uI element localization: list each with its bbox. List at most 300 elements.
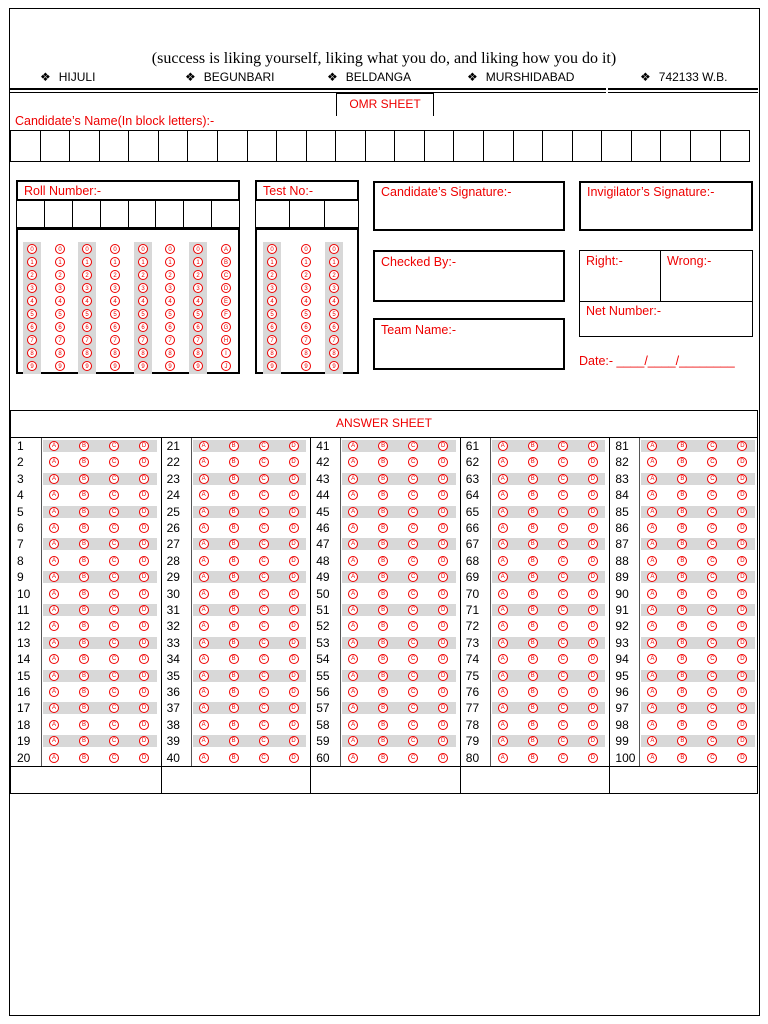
answer-bubble[interactable]: B — [677, 621, 687, 631]
answer-bubble[interactable]: B — [378, 671, 388, 681]
bubble[interactable]: 9 — [301, 361, 311, 371]
answer-bubble[interactable]: C — [259, 539, 269, 549]
answer-bubble[interactable]: C — [707, 671, 717, 681]
answer-bubble[interactable]: B — [79, 490, 89, 500]
answer-bubble[interactable]: C — [707, 507, 717, 517]
answer-bubble[interactable]: D — [737, 621, 747, 631]
answer-bubble[interactable]: B — [677, 605, 687, 615]
bubble[interactable]: H — [221, 335, 231, 345]
candidate-name-boxes[interactable] — [10, 130, 750, 162]
answer-bubble[interactable]: C — [109, 720, 119, 730]
answer-bubble[interactable]: D — [438, 474, 448, 484]
answer-bubble[interactable]: A — [498, 605, 508, 615]
bubble[interactable]: 7 — [138, 335, 148, 345]
answer-bubble[interactable]: A — [348, 490, 358, 500]
answer-bubble[interactable]: C — [707, 572, 717, 582]
answer-bubble[interactable]: A — [498, 457, 508, 467]
bubble[interactable]: 3 — [138, 283, 148, 293]
answer-bubble[interactable]: A — [49, 572, 59, 582]
name-letter-box[interactable] — [514, 131, 544, 161]
answer-bubble[interactable]: C — [558, 589, 568, 599]
answer-bubble[interactable]: B — [528, 720, 538, 730]
answer-bubble[interactable]: D — [588, 556, 598, 566]
answer-bubble[interactable]: C — [707, 753, 717, 763]
answer-bubble[interactable]: B — [229, 507, 239, 517]
answer-bubble[interactable]: B — [677, 490, 687, 500]
answer-bubble[interactable]: B — [528, 507, 538, 517]
answer-bubble[interactable]: D — [139, 687, 149, 697]
answer-bubble[interactable]: A — [348, 654, 358, 664]
answer-bubble[interactable]: A — [199, 687, 209, 697]
roll-digit-box[interactable] — [184, 201, 212, 227]
answer-bubble[interactable]: D — [438, 539, 448, 549]
answer-bubble[interactable]: D — [438, 703, 448, 713]
bubble[interactable]: E — [221, 296, 231, 306]
answer-bubble[interactable]: C — [408, 605, 418, 615]
bubble[interactable]: 0 — [193, 244, 203, 254]
answer-bubble[interactable]: D — [139, 490, 149, 500]
bubble[interactable]: D — [221, 283, 231, 293]
answer-bubble[interactable]: C — [558, 539, 568, 549]
answer-bubble[interactable]: B — [378, 638, 388, 648]
bubble[interactable]: 9 — [138, 361, 148, 371]
bubble[interactable]: 7 — [110, 335, 120, 345]
answer-bubble[interactable]: D — [588, 457, 598, 467]
bubble[interactable]: 7 — [301, 335, 311, 345]
answer-bubble[interactable]: D — [438, 687, 448, 697]
bubble[interactable]: 8 — [27, 348, 37, 358]
answer-bubble[interactable]: B — [378, 605, 388, 615]
bubble[interactable]: 2 — [329, 270, 339, 280]
answer-bubble[interactable]: A — [348, 441, 358, 451]
answer-bubble[interactable]: B — [677, 736, 687, 746]
answer-bubble[interactable]: A — [199, 671, 209, 681]
answer-bubble[interactable]: C — [707, 474, 717, 484]
answer-bubble[interactable]: C — [558, 621, 568, 631]
answer-bubble[interactable]: A — [199, 490, 209, 500]
answer-bubble[interactable]: B — [79, 474, 89, 484]
bubble[interactable]: 5 — [193, 309, 203, 319]
bubble[interactable]: 9 — [267, 361, 277, 371]
answer-bubble[interactable]: A — [498, 441, 508, 451]
bubble[interactable]: F — [221, 309, 231, 319]
answer-bubble[interactable]: C — [408, 720, 418, 730]
answer-bubble[interactable]: C — [109, 605, 119, 615]
answer-bubble[interactable]: D — [438, 457, 448, 467]
answer-bubble[interactable]: A — [348, 507, 358, 517]
answer-bubble[interactable]: A — [199, 539, 209, 549]
answer-bubble[interactable]: B — [378, 490, 388, 500]
bubble[interactable]: 4 — [55, 296, 65, 306]
bubble[interactable]: 3 — [55, 283, 65, 293]
answer-bubble[interactable]: A — [498, 621, 508, 631]
answer-bubble[interactable]: D — [289, 753, 299, 763]
answer-bubble[interactable]: D — [139, 654, 149, 664]
answer-bubble[interactable]: D — [289, 589, 299, 599]
bubble[interactable]: 0 — [267, 244, 277, 254]
name-letter-box[interactable] — [661, 131, 691, 161]
answer-bubble[interactable]: C — [558, 687, 568, 697]
answer-bubble[interactable]: A — [498, 703, 508, 713]
answer-bubble[interactable]: B — [528, 490, 538, 500]
answer-bubble[interactable]: A — [498, 654, 508, 664]
answer-bubble[interactable]: A — [49, 621, 59, 631]
answer-bubble[interactable]: B — [378, 589, 388, 599]
bubble[interactable]: 6 — [82, 322, 92, 332]
answer-bubble[interactable]: D — [139, 507, 149, 517]
answer-bubble[interactable]: A — [647, 638, 657, 648]
answer-bubble[interactable]: B — [79, 457, 89, 467]
answer-bubble[interactable]: D — [737, 703, 747, 713]
answer-bubble[interactable]: B — [79, 638, 89, 648]
answer-bubble[interactable]: D — [139, 523, 149, 533]
answer-bubble[interactable]: C — [558, 507, 568, 517]
roll-digit-box[interactable] — [45, 201, 73, 227]
bubble[interactable]: C — [221, 270, 231, 280]
answer-bubble[interactable]: C — [259, 736, 269, 746]
answer-bubble[interactable]: B — [378, 720, 388, 730]
bubble[interactable]: 3 — [329, 283, 339, 293]
answer-bubble[interactable]: C — [707, 490, 717, 500]
answer-bubble[interactable]: B — [677, 572, 687, 582]
answer-bubble[interactable]: B — [528, 589, 538, 599]
answer-bubble[interactable]: B — [677, 654, 687, 664]
bubble[interactable]: 5 — [165, 309, 175, 319]
bubble[interactable]: J — [221, 361, 231, 371]
right-box[interactable] — [579, 250, 661, 302]
bubble[interactable]: 6 — [110, 322, 120, 332]
answer-bubble[interactable]: D — [289, 621, 299, 631]
answer-bubble[interactable]: D — [588, 753, 598, 763]
answer-bubble[interactable]: B — [229, 638, 239, 648]
answer-bubble[interactable]: C — [408, 457, 418, 467]
bubble[interactable]: 8 — [193, 348, 203, 358]
answer-bubble[interactable]: B — [378, 457, 388, 467]
answer-bubble[interactable]: C — [408, 523, 418, 533]
name-letter-box[interactable] — [484, 131, 514, 161]
answer-bubble[interactable]: C — [408, 753, 418, 763]
answer-bubble[interactable]: A — [647, 720, 657, 730]
answer-bubble[interactable]: D — [289, 638, 299, 648]
bubble[interactable]: 5 — [138, 309, 148, 319]
answer-bubble[interactable]: A — [49, 753, 59, 763]
answer-bubble[interactable]: A — [498, 736, 508, 746]
bubble[interactable]: A — [221, 244, 231, 254]
answer-bubble[interactable]: C — [707, 457, 717, 467]
answer-bubble[interactable]: B — [528, 736, 538, 746]
team-name-box[interactable] — [373, 318, 565, 370]
answer-bubble[interactable]: A — [647, 703, 657, 713]
answer-bubble[interactable]: C — [408, 589, 418, 599]
answer-bubble[interactable]: D — [588, 654, 598, 664]
answer-bubble[interactable]: C — [558, 753, 568, 763]
bubble[interactable]: 4 — [82, 296, 92, 306]
answer-bubble[interactable]: A — [647, 556, 657, 566]
name-letter-box[interactable] — [366, 131, 396, 161]
answer-bubble[interactable]: B — [79, 539, 89, 549]
answer-bubble[interactable]: B — [677, 589, 687, 599]
answer-bubble[interactable]: D — [737, 507, 747, 517]
roll-digit-box[interactable] — [129, 201, 157, 227]
answer-bubble[interactable]: C — [707, 687, 717, 697]
answer-bubble[interactable]: D — [289, 736, 299, 746]
answer-bubble[interactable]: A — [199, 654, 209, 664]
answer-bubble[interactable]: C — [408, 703, 418, 713]
answer-bubble[interactable]: A — [199, 589, 209, 599]
answer-bubble[interactable]: A — [348, 572, 358, 582]
answer-bubble[interactable]: D — [289, 539, 299, 549]
answer-bubble[interactable]: A — [49, 736, 59, 746]
answer-bubble[interactable]: C — [109, 490, 119, 500]
answer-bubble[interactable]: A — [647, 654, 657, 664]
answer-bubble[interactable]: B — [229, 523, 239, 533]
answer-bubble[interactable]: D — [139, 671, 149, 681]
answer-bubble[interactable]: D — [438, 589, 448, 599]
answer-bubble[interactable]: C — [707, 621, 717, 631]
answer-bubble[interactable]: A — [647, 572, 657, 582]
answer-bubble[interactable]: A — [348, 687, 358, 697]
answer-bubble[interactable]: A — [199, 441, 209, 451]
answer-bubble[interactable]: D — [289, 687, 299, 697]
answer-bubble[interactable]: A — [199, 474, 209, 484]
answer-bubble[interactable]: B — [79, 556, 89, 566]
answer-bubble[interactable]: D — [289, 457, 299, 467]
answer-bubble[interactable]: C — [259, 523, 269, 533]
answer-bubble[interactable]: B — [677, 720, 687, 730]
answer-bubble[interactable]: D — [588, 474, 598, 484]
answer-bubble[interactable]: C — [109, 671, 119, 681]
answer-bubble[interactable]: C — [408, 654, 418, 664]
answer-bubble[interactable]: B — [229, 457, 239, 467]
answer-bubble[interactable]: B — [528, 605, 538, 615]
answer-bubble[interactable]: D — [289, 671, 299, 681]
answer-bubble[interactable]: A — [199, 736, 209, 746]
answer-bubble[interactable]: C — [109, 654, 119, 664]
answer-bubble[interactable]: D — [139, 736, 149, 746]
answer-bubble[interactable]: A — [199, 605, 209, 615]
answer-bubble[interactable]: A — [348, 556, 358, 566]
answer-bubble[interactable]: A — [348, 720, 358, 730]
answer-bubble[interactable]: B — [378, 507, 388, 517]
bubble[interactable]: 0 — [55, 244, 65, 254]
name-letter-box[interactable] — [454, 131, 484, 161]
bubble[interactable]: 7 — [27, 335, 37, 345]
name-letter-box[interactable] — [159, 131, 189, 161]
answer-bubble[interactable]: A — [49, 474, 59, 484]
answer-bubble[interactable]: C — [259, 490, 269, 500]
bubble[interactable]: 2 — [301, 270, 311, 280]
answer-bubble[interactable]: B — [677, 703, 687, 713]
name-letter-box[interactable] — [425, 131, 455, 161]
answer-bubble[interactable]: A — [49, 589, 59, 599]
bubble[interactable]: 1 — [27, 257, 37, 267]
answer-bubble[interactable]: B — [79, 687, 89, 697]
bubble[interactable]: 6 — [193, 322, 203, 332]
answer-bubble[interactable]: A — [199, 507, 209, 517]
answer-bubble[interactable]: C — [109, 441, 119, 451]
answer-bubble[interactable]: D — [289, 654, 299, 664]
answer-bubble[interactable]: D — [289, 441, 299, 451]
bubble[interactable]: 1 — [138, 257, 148, 267]
answer-bubble[interactable]: D — [438, 671, 448, 681]
answer-bubble[interactable]: D — [737, 720, 747, 730]
answer-bubble[interactable]: A — [348, 736, 358, 746]
answer-bubble[interactable]: D — [588, 671, 598, 681]
answer-bubble[interactable]: A — [49, 507, 59, 517]
answer-bubble[interactable]: D — [289, 703, 299, 713]
answer-bubble[interactable]: B — [229, 703, 239, 713]
roll-digit-box[interactable] — [73, 201, 101, 227]
answer-bubble[interactable]: B — [229, 589, 239, 599]
answer-bubble[interactable]: B — [677, 457, 687, 467]
answer-bubble[interactable]: D — [438, 621, 448, 631]
bubble[interactable]: 5 — [329, 309, 339, 319]
answer-bubble[interactable]: D — [588, 490, 598, 500]
answer-bubble[interactable]: D — [737, 490, 747, 500]
bubble[interactable]: 8 — [329, 348, 339, 358]
answer-bubble[interactable]: D — [588, 539, 598, 549]
answer-bubble[interactable]: A — [498, 687, 508, 697]
bubble[interactable]: 4 — [110, 296, 120, 306]
answer-bubble[interactable]: A — [49, 654, 59, 664]
answer-bubble[interactable]: C — [707, 539, 717, 549]
answer-bubble[interactable]: B — [677, 539, 687, 549]
answer-bubble[interactable]: D — [438, 441, 448, 451]
answer-bubble[interactable]: A — [199, 523, 209, 533]
bubble[interactable]: 4 — [329, 296, 339, 306]
answer-bubble[interactable]: B — [677, 556, 687, 566]
bubble[interactable]: 8 — [165, 348, 175, 358]
answer-bubble[interactable]: D — [139, 753, 149, 763]
bubble[interactable]: 6 — [55, 322, 65, 332]
name-letter-box[interactable] — [218, 131, 248, 161]
answer-bubble[interactable]: C — [109, 572, 119, 582]
answer-bubble[interactable]: D — [588, 507, 598, 517]
answer-bubble[interactable]: C — [109, 753, 119, 763]
answer-bubble[interactable]: C — [558, 523, 568, 533]
answer-bubble[interactable]: D — [139, 556, 149, 566]
answer-bubble[interactable]: A — [348, 638, 358, 648]
answer-bubble[interactable]: B — [79, 523, 89, 533]
answer-bubble[interactable]: C — [707, 703, 717, 713]
answer-bubble[interactable]: B — [79, 703, 89, 713]
answer-bubble[interactable]: B — [677, 687, 687, 697]
bubble[interactable]: 1 — [55, 257, 65, 267]
answer-bubble[interactable]: C — [109, 507, 119, 517]
answer-bubble[interactable]: B — [528, 687, 538, 697]
answer-bubble[interactable]: C — [707, 605, 717, 615]
answer-bubble[interactable]: B — [378, 556, 388, 566]
answer-bubble[interactable]: C — [707, 654, 717, 664]
answer-bubble[interactable]: A — [348, 671, 358, 681]
answer-bubble[interactable]: A — [498, 671, 508, 681]
answer-bubble[interactable]: D — [737, 572, 747, 582]
answer-bubble[interactable]: C — [707, 638, 717, 648]
bubble[interactable]: 2 — [27, 270, 37, 280]
answer-bubble[interactable]: C — [259, 441, 269, 451]
answer-bubble[interactable]: A — [199, 638, 209, 648]
answer-bubble[interactable]: D — [737, 523, 747, 533]
answer-bubble[interactable]: A — [199, 457, 209, 467]
answer-bubble[interactable]: C — [558, 736, 568, 746]
bubble[interactable]: 4 — [165, 296, 175, 306]
answer-bubble[interactable]: C — [259, 507, 269, 517]
roll-digit-box[interactable] — [212, 201, 239, 227]
bubble[interactable]: 1 — [165, 257, 175, 267]
answer-bubble[interactable]: C — [109, 556, 119, 566]
bubble[interactable]: 5 — [267, 309, 277, 319]
bubble[interactable]: 8 — [110, 348, 120, 358]
answer-bubble[interactable]: B — [528, 703, 538, 713]
answer-bubble[interactable]: B — [677, 638, 687, 648]
bubble[interactable]: 7 — [82, 335, 92, 345]
answer-bubble[interactable]: B — [229, 753, 239, 763]
answer-bubble[interactable]: D — [588, 523, 598, 533]
answer-bubble[interactable]: A — [647, 523, 657, 533]
answer-bubble[interactable]: B — [79, 753, 89, 763]
bubble[interactable]: 4 — [193, 296, 203, 306]
answer-bubble[interactable]: D — [737, 605, 747, 615]
answer-bubble[interactable]: D — [139, 474, 149, 484]
roll-digit-box[interactable] — [156, 201, 184, 227]
bubble[interactable]: 1 — [82, 257, 92, 267]
answer-bubble[interactable]: D — [438, 490, 448, 500]
bubble[interactable]: 9 — [82, 361, 92, 371]
answer-bubble[interactable]: D — [588, 736, 598, 746]
answer-bubble[interactable]: C — [259, 687, 269, 697]
answer-bubble[interactable]: D — [438, 638, 448, 648]
answer-bubble[interactable]: D — [289, 507, 299, 517]
bubble[interactable]: 5 — [301, 309, 311, 319]
answer-bubble[interactable]: B — [528, 753, 538, 763]
answer-bubble[interactable]: D — [588, 605, 598, 615]
answer-bubble[interactable]: D — [737, 457, 747, 467]
answer-bubble[interactable]: A — [647, 457, 657, 467]
answer-bubble[interactable]: D — [289, 474, 299, 484]
answer-bubble[interactable]: C — [259, 457, 269, 467]
bubble[interactable]: 9 — [193, 361, 203, 371]
answer-bubble[interactable]: D — [139, 720, 149, 730]
answer-bubble[interactable]: D — [139, 589, 149, 599]
answer-bubble[interactable]: B — [229, 474, 239, 484]
answer-bubble[interactable]: C — [259, 474, 269, 484]
roll-number-entry-row[interactable] — [16, 200, 240, 228]
answer-bubble[interactable]: C — [707, 589, 717, 599]
bubble[interactable]: 9 — [165, 361, 175, 371]
answer-bubble[interactable]: A — [199, 572, 209, 582]
bubble[interactable]: 5 — [82, 309, 92, 319]
bubble[interactable]: 5 — [55, 309, 65, 319]
candidate-signature-box[interactable] — [373, 181, 565, 231]
answer-bubble[interactable]: A — [647, 736, 657, 746]
answer-bubble[interactable]: C — [259, 572, 269, 582]
answer-bubble[interactable]: D — [588, 589, 598, 599]
bubble[interactable]: 6 — [329, 322, 339, 332]
bubble[interactable]: 2 — [165, 270, 175, 280]
answer-bubble[interactable]: B — [229, 441, 239, 451]
answer-bubble[interactable]: C — [558, 474, 568, 484]
answer-bubble[interactable]: D — [438, 556, 448, 566]
answer-bubble[interactable]: A — [49, 703, 59, 713]
bubble[interactable]: 2 — [110, 270, 120, 280]
answer-bubble[interactable]: A — [498, 720, 508, 730]
answer-bubble[interactable]: C — [707, 441, 717, 451]
answer-bubble[interactable]: A — [348, 539, 358, 549]
bubble[interactable]: 0 — [165, 244, 175, 254]
answer-bubble[interactable]: A — [498, 638, 508, 648]
answer-bubble[interactable]: C — [558, 638, 568, 648]
answer-bubble[interactable]: D — [139, 441, 149, 451]
